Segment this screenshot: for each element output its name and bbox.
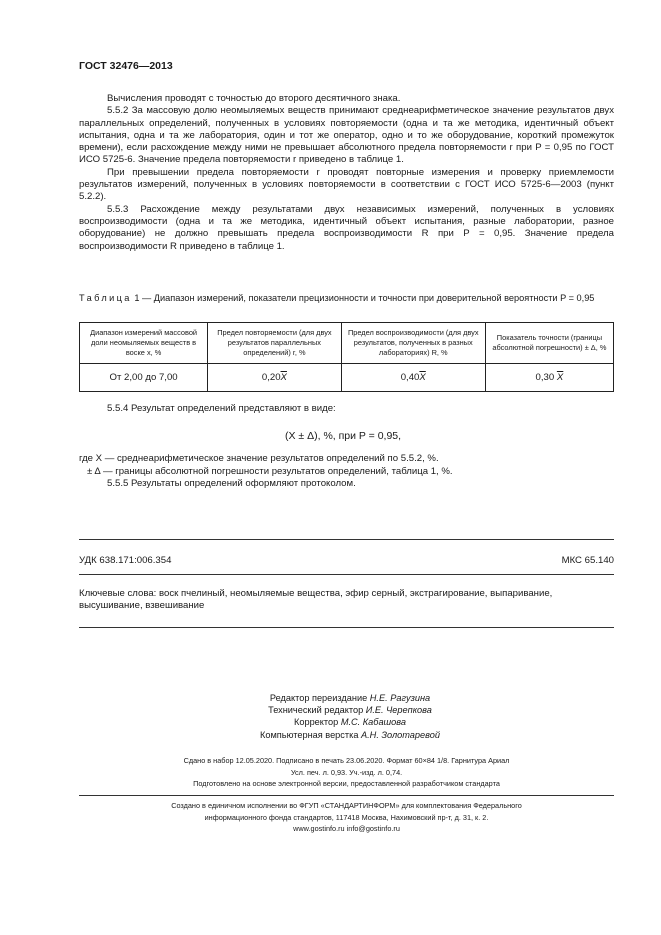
table-header-repeatability: Предел повторяемости (для двух результатов параллельных определений) r, % (208, 323, 342, 364)
divider-line (79, 574, 614, 575)
result-formula: (X ± Δ), %, при P = 0,95, (285, 430, 402, 442)
udk-code: УДК 638.171:006.354 (79, 555, 172, 566)
publisher-line: Создано в единичном исполнении во ФГУП «СТАНДАРТИНФОРМ» для комплектования Федерального (171, 801, 522, 810)
editor-role: Компьютерная верстка (260, 729, 359, 740)
editor-line (200, 716, 500, 728)
r-coefficient: 0,20 (261, 372, 281, 383)
divider-line (79, 795, 614, 796)
table-header-range: Диапазон измерений массовой доли неомыляемых веществ в воске x, % (80, 323, 208, 364)
formula-definitions (79, 453, 614, 491)
divider-line (79, 627, 614, 628)
table-row (80, 364, 614, 392)
divider-line (79, 539, 614, 540)
x-bar-symbol: $\overline{X}$ (280, 372, 287, 383)
table-header-row (80, 323, 614, 364)
editor-role: Редактор переиздание (269, 693, 368, 703)
precision-table (79, 322, 614, 392)
table-cell-range: От 2,00 до 7,00 (80, 364, 208, 392)
publication-info (79, 755, 614, 790)
paragraph-5-5-5: 5.5.5 Результаты определений оформляют протоколом. (107, 478, 356, 490)
publication-line: Усл. печ. л. 0,93. Уч.-изд. л. 0,74. (290, 767, 403, 777)
publisher-line: информационного фонда стандартов, 117418 Москва, Нахимовский пр-т, д. 31, к. 2. (204, 812, 489, 822)
table-cell-accuracy (485, 364, 613, 392)
editor-line (200, 729, 500, 741)
keywords: Ключевые слова: воск пчелиный, неомыляемые вещества, эфир серный, экстрагирование, выпаривание, высушивание, взвешивание (79, 588, 553, 612)
mks-code: МКС 65.140 (561, 555, 614, 566)
table-header-reproducibility: Предел воспроизводимости (для двух результатов, полученных в разных лабораториях) R, % (341, 323, 485, 364)
x-bar-symbol: $\overline{X}$ (556, 372, 564, 383)
editor-name: И.Е. Черепкова (365, 705, 432, 716)
publisher-line: www.gostinfo.ru info@gostinfo.ru (293, 824, 400, 834)
definition-delta: ± Δ — границы абсолютной погрешности результатов определений, таблица 1, %. (87, 465, 453, 477)
editor-name: Н.Е. Рагузина (369, 693, 431, 703)
table-cell-reproducibility (341, 364, 485, 392)
table-caption-label: Таблица (79, 293, 132, 303)
publisher-info (79, 800, 614, 835)
table-cell-repeatability (208, 364, 342, 392)
R-coefficient: 0,40 (400, 372, 420, 383)
paragraph-5-5-2: 5.5.2 За массовую долю неомыляемых веществ принимают среднеарифметическое значение результатов двух параллельных определений, полученных в условиях повторяемости (одна и та же методика, идентичный объект испытания, одна и та же лаборатория, один и тот же оператор, одно и то же оборудование, короткий промежуток времени), если расхождение между ними не превышает абсолютного предела повторяемости r при P = 0,95 по ГОСТ ИСО 5725-6. Значение предела повторяемости r приведено в таблице 1. (79, 105, 614, 166)
editor-role: Технический редактор (268, 705, 364, 716)
publication-line: Сдано в набор 12.05.2020. Подписано в печать 23.06.2020. Формат 60×84 1/8. Гарнитура Ариал (183, 756, 510, 765)
editor-role: Корректор (294, 717, 339, 728)
publication-line: Подготовлено на основе электронной версии, предоставленной разработчиком стандарта (193, 779, 500, 789)
definition-x-mean: где X — среднеарифметическое значение результатов определений по 5.5.2, %. (79, 453, 439, 464)
editor-line (200, 692, 500, 704)
page-header-doc-id: ГОСТ 32476—2013 (79, 60, 173, 72)
table-caption (79, 292, 614, 304)
paragraph-5-5-4: 5.5.4 Результат определений представляют в виде: (107, 403, 336, 414)
body-text (79, 93, 614, 253)
result-paragraph (79, 403, 614, 415)
paragraph-repeatability-exceeded: При превышении предела повторяемости r проводят повторные измерения и проверку приемлемости результатов измерений, полученных в условиях повторяемости в соответствии с ГОСТ ИСО 5725-6—2003 (пункт 5.2.2). (79, 166, 614, 203)
table-caption-text: 1 — Диапазон измерений, показатели прецизионности и точности при доверительной вероятности P = 0,95 (134, 293, 595, 303)
delta-coefficient: 0,30 (535, 372, 555, 383)
editor-line (200, 704, 500, 716)
paragraph-5-5-3: 5.5.3 Расхождение между результатами двух независимых измерений, полученных в условиях воспроизводимости (одна и та же методика, идентичный объект испытания, разные лаборатории, разное оборудование) не должно превышать предела воспроизводимости R при P = 0,95. Значение предела воспроизводимости R приведено в таблице 1. (79, 203, 614, 252)
table-header-accuracy: Показатель точности (границы абсолютной погрешности) ± Δ, % (485, 323, 613, 364)
x-bar-symbol: $\overline{X}$ (419, 372, 426, 383)
paragraph-calc-precision: Вычисления проводят с точностью до второго десятичного знака. (107, 93, 401, 104)
editors-block (200, 692, 500, 741)
editor-name: М.С. Кабашова (340, 717, 406, 728)
editor-name: А.Н. Золотаревой (361, 729, 440, 740)
